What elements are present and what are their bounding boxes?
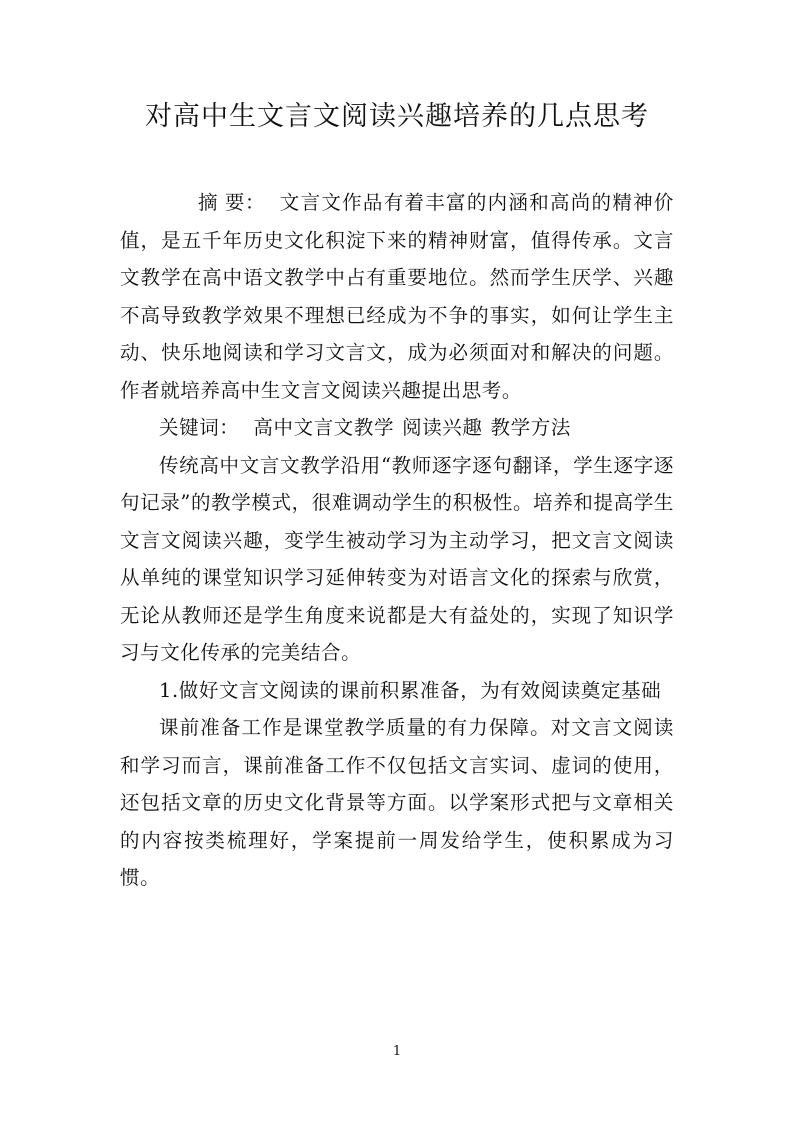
document-title: 对高中生文言文阅读兴趣培养的几点思考 <box>145 101 649 132</box>
document-body <box>120 184 674 897</box>
section-heading: 1.做好文言文阅读的课前积累准备，为有效阅读奠定基础 <box>159 678 662 702</box>
keyword-item: 阅读兴趣 <box>402 416 483 439</box>
body-paragraph: 课前准备工作是课堂教学质量的有力保障。对文言文阅读和学习而言，课前准备工作不仅包括文言实词、虚词的使用，还包括文章的历史文化背景等方面。以学案形式把与文章相关的内容按类梳理好，学案提前一周发给学生，使积累成为习惯。 <box>120 716 674 889</box>
keywords-paragraph <box>120 409 674 447</box>
abstract-text: 文言文作品有着丰富的内涵和高尚的精神价值，是五千年历史文化积淀下来的精神财富，值得传承。文言文教学在高中语文教学中占有重要地位。然而学生厌学、兴趣不高导致教学效果不理想已经成为不争的事实，如何让学生主动、快乐地阅读和学习文言文，成为必须面对和解决的问题。作者就培养高中生文言文阅读兴趣提出思考。 <box>120 191 674 402</box>
keyword-item: 高中文言文教学 <box>253 416 395 439</box>
abstract-label: 摘 要： <box>198 191 266 214</box>
abstract-paragraph <box>120 184 674 409</box>
body-paragraph: 传统高中文言文教学沿用“教师逐字逐句翻译，学生逐字逐句记录”的教学模式，很难调动学生的积极性。培养和提高学生文言文阅读兴趣，变学生被动学习为主动学习，把文言文阅读从单纯的课堂知识学习延伸转变为对语言文化的探索与欣赏，无论从教师还是学生角度来说都是大有益处的，实现了知识学习与文化传承的完美结合。 <box>120 453 674 664</box>
keywords-label: 关键词： <box>159 416 240 439</box>
page-number: 1 <box>392 1044 402 1059</box>
keyword-item: 教学方法 <box>490 416 571 439</box>
